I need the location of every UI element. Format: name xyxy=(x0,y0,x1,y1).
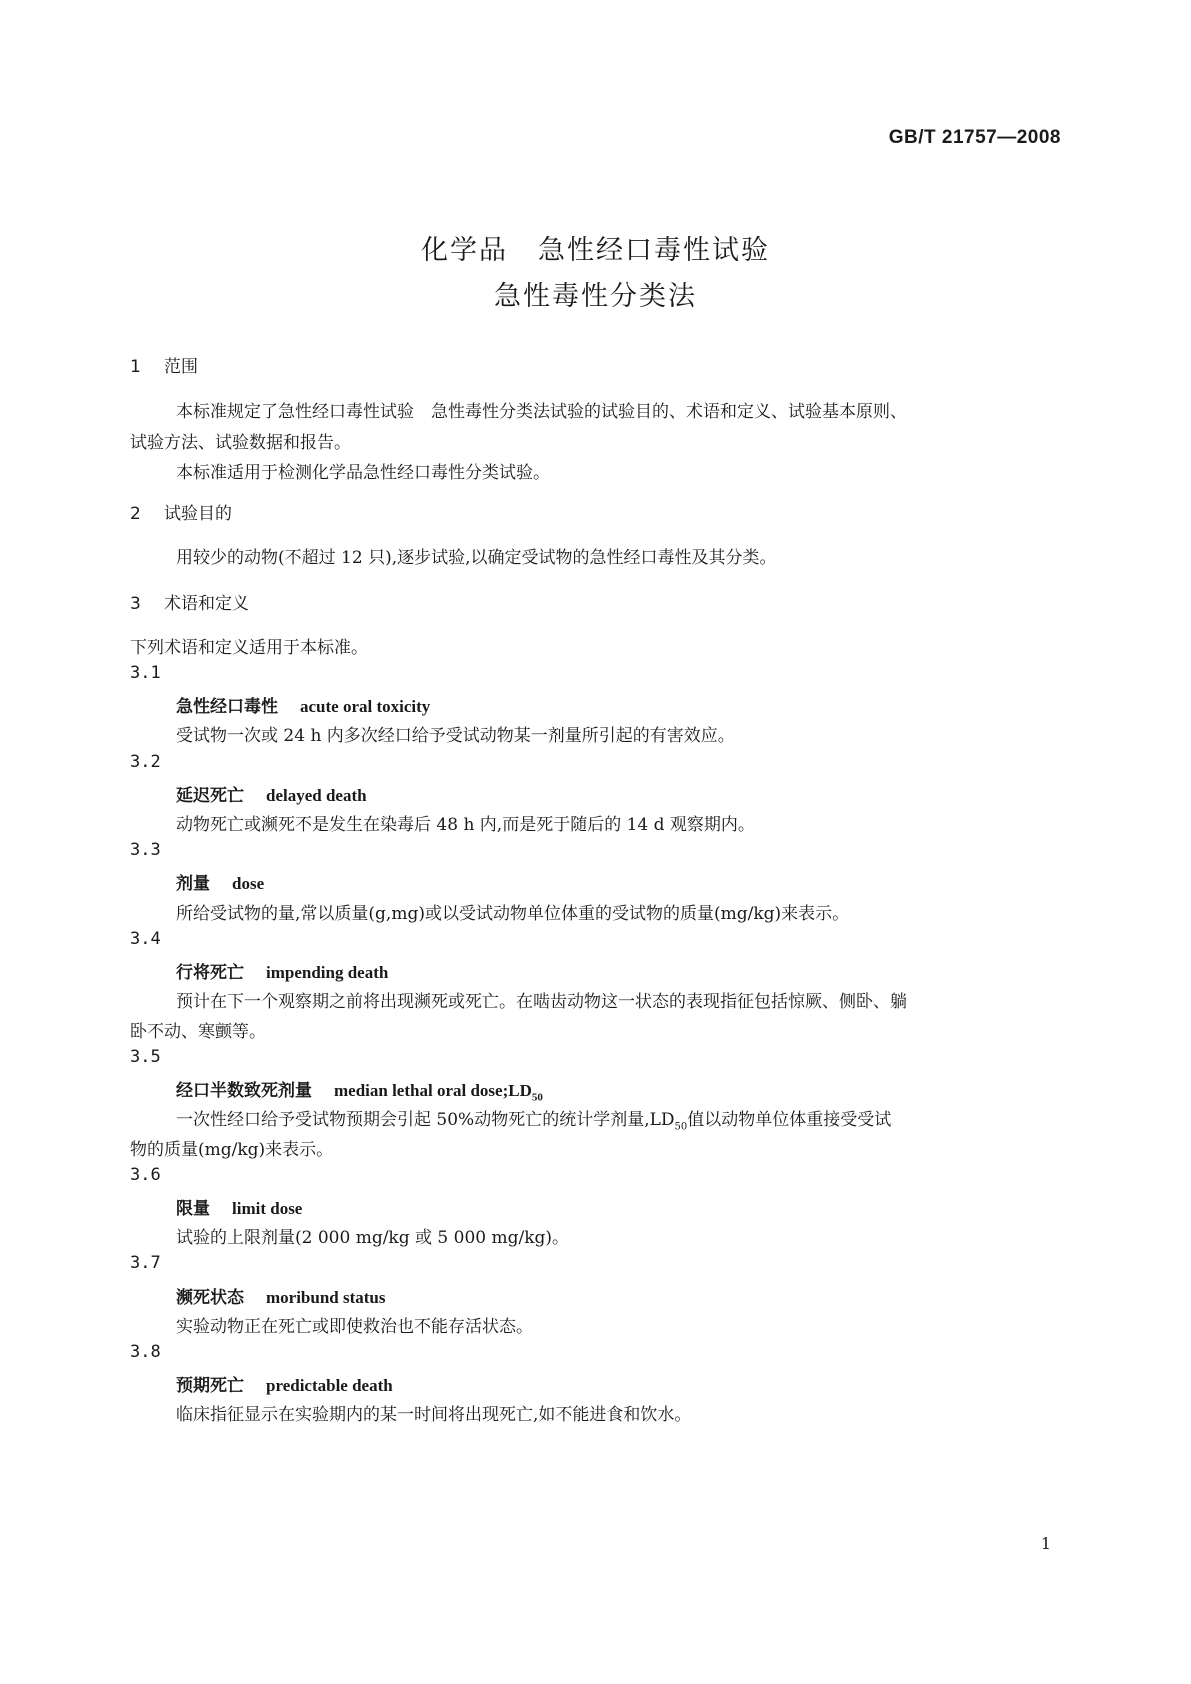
term-heading: 延迟死亡 delayed death xyxy=(176,786,367,806)
section-heading-terms: 3 术语和定义 xyxy=(130,594,249,614)
paragraph-line: 本标准适用于检测化学品急性经口毒性分类试验。 xyxy=(176,463,550,483)
paragraph-line: 本标准规定了急性经口毒性试验 急性毒性分类法试验的试验目的、术语和定义、试验基本原则、 xyxy=(176,402,907,422)
paragraph-line: 下列术语和定义适用于本标准。 xyxy=(130,638,368,658)
term-definition: 卧不动、寒颤等。 xyxy=(130,1022,266,1042)
term-heading: 预期死亡 predictable death xyxy=(176,1376,393,1396)
term-definition: 所给受试物的量,常以质量(g,mg)或以受试动物单位体重的受试物的质量(mg/kg)来表示。 xyxy=(176,904,850,924)
term-definition: 物的质量(mg/kg)来表示。 xyxy=(130,1140,334,1160)
paragraph-line: 用较少的动物(不超过 12 只),逐步试验,以确定受试物的急性经口毒性及其分类。 xyxy=(176,548,777,568)
clause-number: 3.4 xyxy=(130,929,161,949)
term-definition: 试验的上限剂量(2 000 mg/kg 或 5 000 mg/kg)。 xyxy=(176,1228,570,1248)
clause-number: 3.1 xyxy=(130,663,161,683)
term-heading: 行将死亡 impending death xyxy=(176,963,389,983)
title-part-test: 急性经口毒性试验 xyxy=(538,235,770,266)
term-heading: 濒死状态 moribund status xyxy=(176,1288,386,1308)
term-heading: 限量 limit dose xyxy=(176,1199,303,1219)
clause-number: 3.2 xyxy=(130,752,161,772)
term-definition: 一次性经口给予受试物预期会引起 50%动物死亡的统计学剂量$,LD_{50}$值以动物单位体重接受受试 xyxy=(176,1110,892,1133)
term-heading: 经口半数致死剂量 median lethal oral $dose;LD_{50}$ xyxy=(176,1081,543,1104)
section-heading-scope: 1 范围 xyxy=(130,357,198,377)
section-heading-purpose: 2 试验目的 xyxy=(130,504,232,524)
term-definition: 预计在下一个观察期之前将出现濒死或死亡。在啮齿动物这一状态的表现指征包括惊厥、侧卧、躺 xyxy=(176,992,907,1012)
clause-number: 3.3 xyxy=(130,840,161,860)
term-definition: 实验动物正在死亡或即使救治也不能存活状态。 xyxy=(176,1317,533,1337)
clause-number: 3.8 xyxy=(130,1342,161,1362)
term-definition: 临床指征显示在实验期内的某一时间将出现死亡,如不能进食和饮水。 xyxy=(176,1405,692,1425)
term-heading: 急性经口毒性 acute oral toxicity xyxy=(176,697,431,717)
term-definition: 受试物一次或 24 h 内多次经口给予受试动物某一剂量所引起的有害效应。 xyxy=(176,726,735,746)
document-title-line-2: 急性毒性分类法 xyxy=(494,281,697,312)
title-part-chemicals: 化学品 xyxy=(421,235,508,266)
standard-number: GB/T 21757—2008 xyxy=(888,127,1061,148)
term-heading: 剂量 dose xyxy=(176,874,265,894)
term-definition: 动物死亡或濒死不是发生在染毒后 48 h 内,而是死于随后的 14 d 观察期内。 xyxy=(176,815,755,835)
page-number: 1 xyxy=(1040,1534,1051,1553)
clause-number: 3.7 xyxy=(130,1253,161,1273)
clause-number: 3.5 xyxy=(130,1047,161,1067)
clause-number: 3.6 xyxy=(130,1165,161,1185)
paragraph-line: 试验方法、试验数据和报告。 xyxy=(130,433,351,453)
document-title-line-1 xyxy=(0,228,1191,267)
